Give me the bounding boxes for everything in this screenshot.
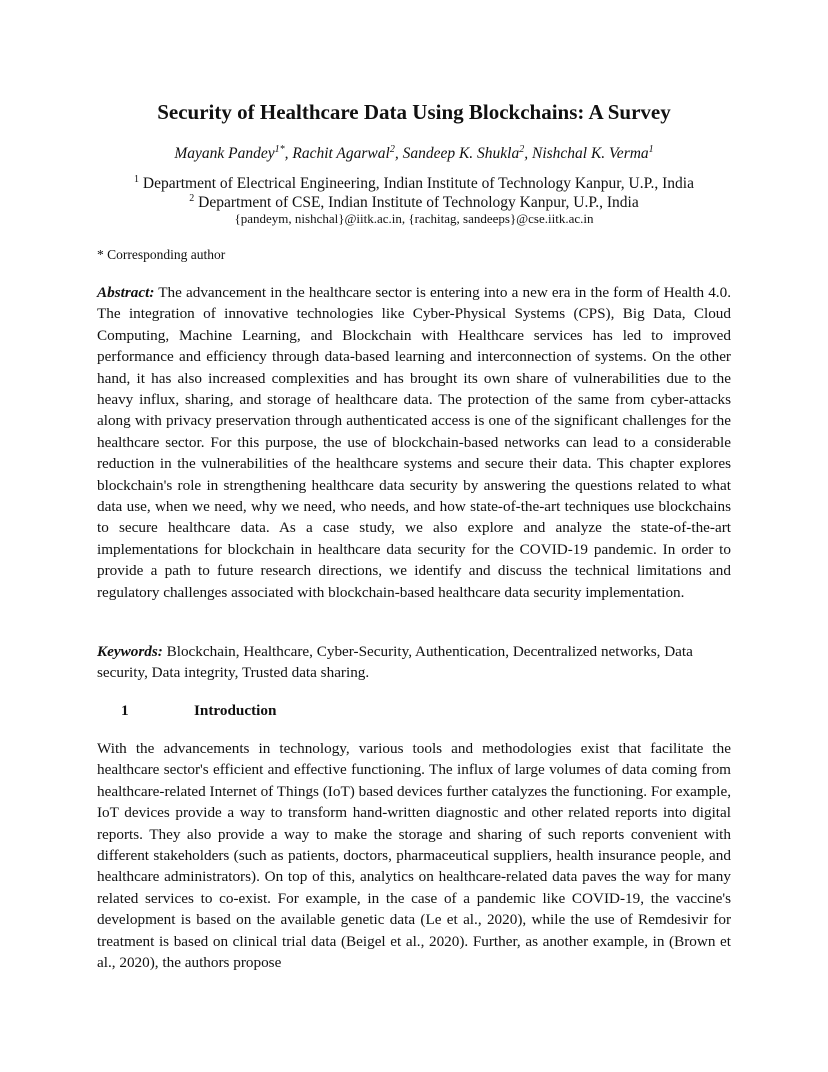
- author-affiliation-mark: 2: [389, 143, 395, 155]
- corresponding-author-note: * Corresponding author: [97, 247, 226, 262]
- affiliation-mark: 1: [134, 173, 139, 185]
- author-name: Nishchal K. Verma: [531, 145, 649, 162]
- affiliation-text: Department of CSE, Indian Institute of Technology Kanpur, U.P., India: [198, 194, 639, 211]
- author-name: Rachit Agarwal: [292, 145, 390, 162]
- paper-title: Security of Healthcare Data Using Blockchains: A Survey: [157, 100, 671, 124]
- author-affiliation-mark: 1*: [274, 143, 285, 155]
- abstract: [97, 282, 731, 603]
- abstract-text: The advancement in the healthcare sector is entering into a new era in the form of Health 4.0. The integration of innovative technologies like Cyber-Physical Systems (CPS), Big Data, Cloud Computing, Machine Learning, and Blockchain with Healthcare services has led to improved performance and efficiency through data-based learning and interconnection of systems. On the other hand, it has also increased complexities and has brought its own share of vulnerabilities due to the heavy influx, sharing, and storage of healthcare data. The protection of the same from cyber-attacks along with privacy preservation through authenticated access is one of the significant challenges for the healthcare sector. For this purpose, the use of blockchain-based networks can lead to a considerable reduction in the vulnerabilities of the healthcare systems and secure their data. This chapter explores blockchain's role in strengthening healthcare data security by answering the questions related to what data use, when we need, why we need, who needs, and how state-of-the-art techniques use blockchains to secure healthcare data. As a case study, we also explore and analyze the state-of-the-art implementations for blockchain in healthcare data security for the COVID-19 pandemic. In order to provide a path to future research directions, we identify and discuss the technical limitations and regulatory challenges associated with blockchain-based healthcare data security implementation.: [97, 284, 731, 601]
- author-name: Sandeep K. Shukla: [402, 145, 520, 162]
- section-heading: [121, 701, 276, 721]
- affiliation-1: [0, 174, 828, 194]
- introduction-paragraph: With the advancements in technology, various tools and methodologies exist that facilitate the healthcare sector's efficient and effective functioning. The influx of large volumes of data coming from healthcare-related Internet of Things (IoT) based devices further catalyzes the functioning. For example, IoT devices provide a way to transform hand-written diagnostic and other related reports into digital reports. They also provide a way to make the storage and sharing of such reports convenient with different stakeholders (such as patients, doctors, pharmaceutical suppliers, health insurance people, and healthcare administrators). On top of this, analytics on healthcare-related data paves the way for many related services to co-exist. For example, in the case of a pandemic like COVID-19, the vaccine's development is based on the available genetic data (Le et al., 2020), while the use of Remdesivir for treatment is based on clinical trial data (Beigel et al., 2020). Further, as another example, in (Brown et al., 2020), the authors propose: [97, 740, 731, 972]
- author-list: Mayank Pandey$^{1*}$, Rachit Agarwal$^2$, Sandeep K. Shukla$^2$, Nishchal K. Verma$^1$: [174, 143, 654, 162]
- abstract-label: Abstract:: [97, 284, 155, 301]
- affiliation-text: Department of Electrical Engineering, Indian Institute of Technology Kanpur, U.P., India: [142, 175, 694, 192]
- affiliation-mark: 2: [189, 192, 195, 204]
- author-affiliation-mark: 2: [519, 143, 525, 155]
- author-emails: {pandeym, nishchal}@iitk.ac.in, {rachitag, sandeeps}@cse.iitk.ac.in: [234, 211, 594, 226]
- keywords-label: Keywords:: [97, 643, 163, 660]
- keywords-text: Blockchain, Healthcare, Cyber-Security, Authentication, Decentralized networks, Data security, Data integrity, Trusted data sharing.: [97, 643, 693, 682]
- section-number: 1: [121, 702, 129, 719]
- author-name: Mayank Pandey: [174, 145, 275, 162]
- author-affiliation-mark: 1: [648, 143, 654, 155]
- keywords: [97, 641, 731, 684]
- section-title: Introduction: [194, 702, 277, 719]
